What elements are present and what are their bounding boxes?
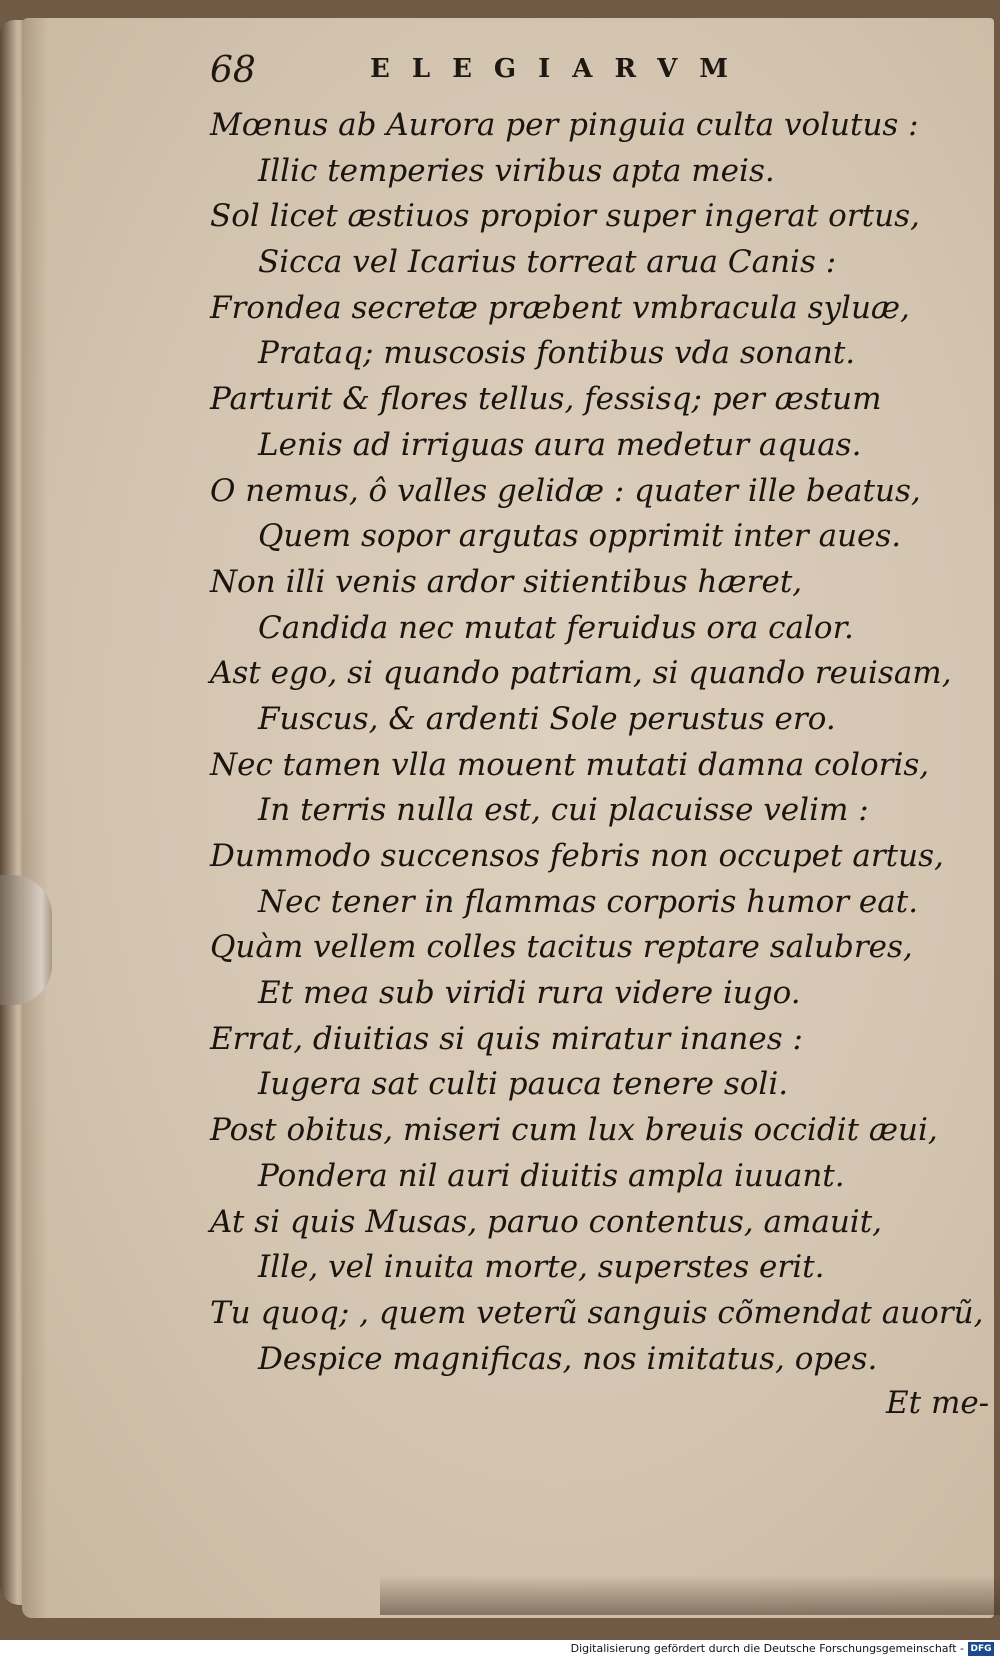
verse-line: Ast ego, si quando patriam, si quando reuisam,: [210, 655, 952, 692]
catchword: Et me-: [886, 1385, 990, 1421]
verse-line: Errat, diuitias si quis miratur inanes :: [210, 1020, 803, 1057]
verse-line: O nemus, ô valles gelidæ : quater ille beatus,: [210, 472, 921, 509]
verse-line: Quàm vellem colles tacitus reptare salubres,: [210, 929, 913, 966]
verse-line: Dummodo succensos febris non occupet artus,: [210, 838, 944, 874]
footer-credit: Digitalisierung gefördert durch die Deutsche Forschungsgemeinschaft -: [570, 1642, 964, 1655]
verse-line: Pondera nil auri diuitis ampla iuuant.: [258, 1157, 845, 1194]
dfg-logo-icon: DFG: [968, 1642, 994, 1656]
verse-line: Quem sopor argutas opprimit inter aues.: [258, 518, 902, 555]
verse-line: Et mea sub viridi rura videre iugo.: [258, 975, 801, 1012]
verse-block: [210, 103, 984, 1382]
verse-line: Parturit & flores tellus, fessisq; per æstum: [210, 381, 882, 418]
verse-line: Iugera sat culti pauca tenere soli.: [258, 1066, 789, 1103]
page-shadow: [380, 1575, 1000, 1615]
verse-line: Nec tamen vlla mouent mutati damna coloris,: [210, 746, 930, 783]
verse-line: Illic temperies viribus apta meis.: [258, 152, 775, 189]
verse-line: Ille, vel inuita morte, superstes erit.: [258, 1249, 825, 1286]
page-header: [210, 50, 810, 90]
verse-line: Mœnus ab Aurora per pinguia culta volutus :: [210, 107, 919, 143]
page-number: 68: [210, 50, 256, 91]
verse-line: Despice magnificas, nos imitatus, opes.: [258, 1340, 878, 1377]
verse-line: Sol licet æstiuos propior super ingerat ortus,: [210, 198, 920, 235]
verse-line: Post obitus, miseri cum lux breuis occidit æui,: [210, 1112, 938, 1149]
verse-line: Sicca vel Icarius torreat arua Canis :: [258, 244, 837, 281]
footer-bar: [0, 1640, 1000, 1659]
verse-line: Non illi venis ardor sitientibus hæret,: [210, 563, 803, 600]
verse-line: At si quis Musas, paruo contentus, amauit,: [210, 1203, 883, 1240]
verse-line: Tu quoq; , quem veterũ sanguis cõmendat auorũ,: [210, 1294, 984, 1331]
verse-line: Fuscus, & ardenti Sole perustus ero.: [258, 700, 836, 737]
verse-line: Frondea secretæ præbent vmbracula syluæ,: [210, 289, 910, 326]
verse-line: Nec tener in flammas corporis humor eat.: [258, 883, 919, 920]
verse-line: Candida nec mutat feruidus ora calor.: [258, 609, 854, 646]
binding-clip: [0, 875, 52, 1005]
verse-line: Prataq; muscosis fontibus vda sonant.: [258, 335, 856, 372]
verse-line: In terris nulla est, cui placuisse velim :: [258, 792, 869, 829]
verse-line: Lenis ad irriguas aura medetur aquas.: [258, 426, 862, 463]
running-head: ELEGIARVM: [370, 54, 751, 84]
